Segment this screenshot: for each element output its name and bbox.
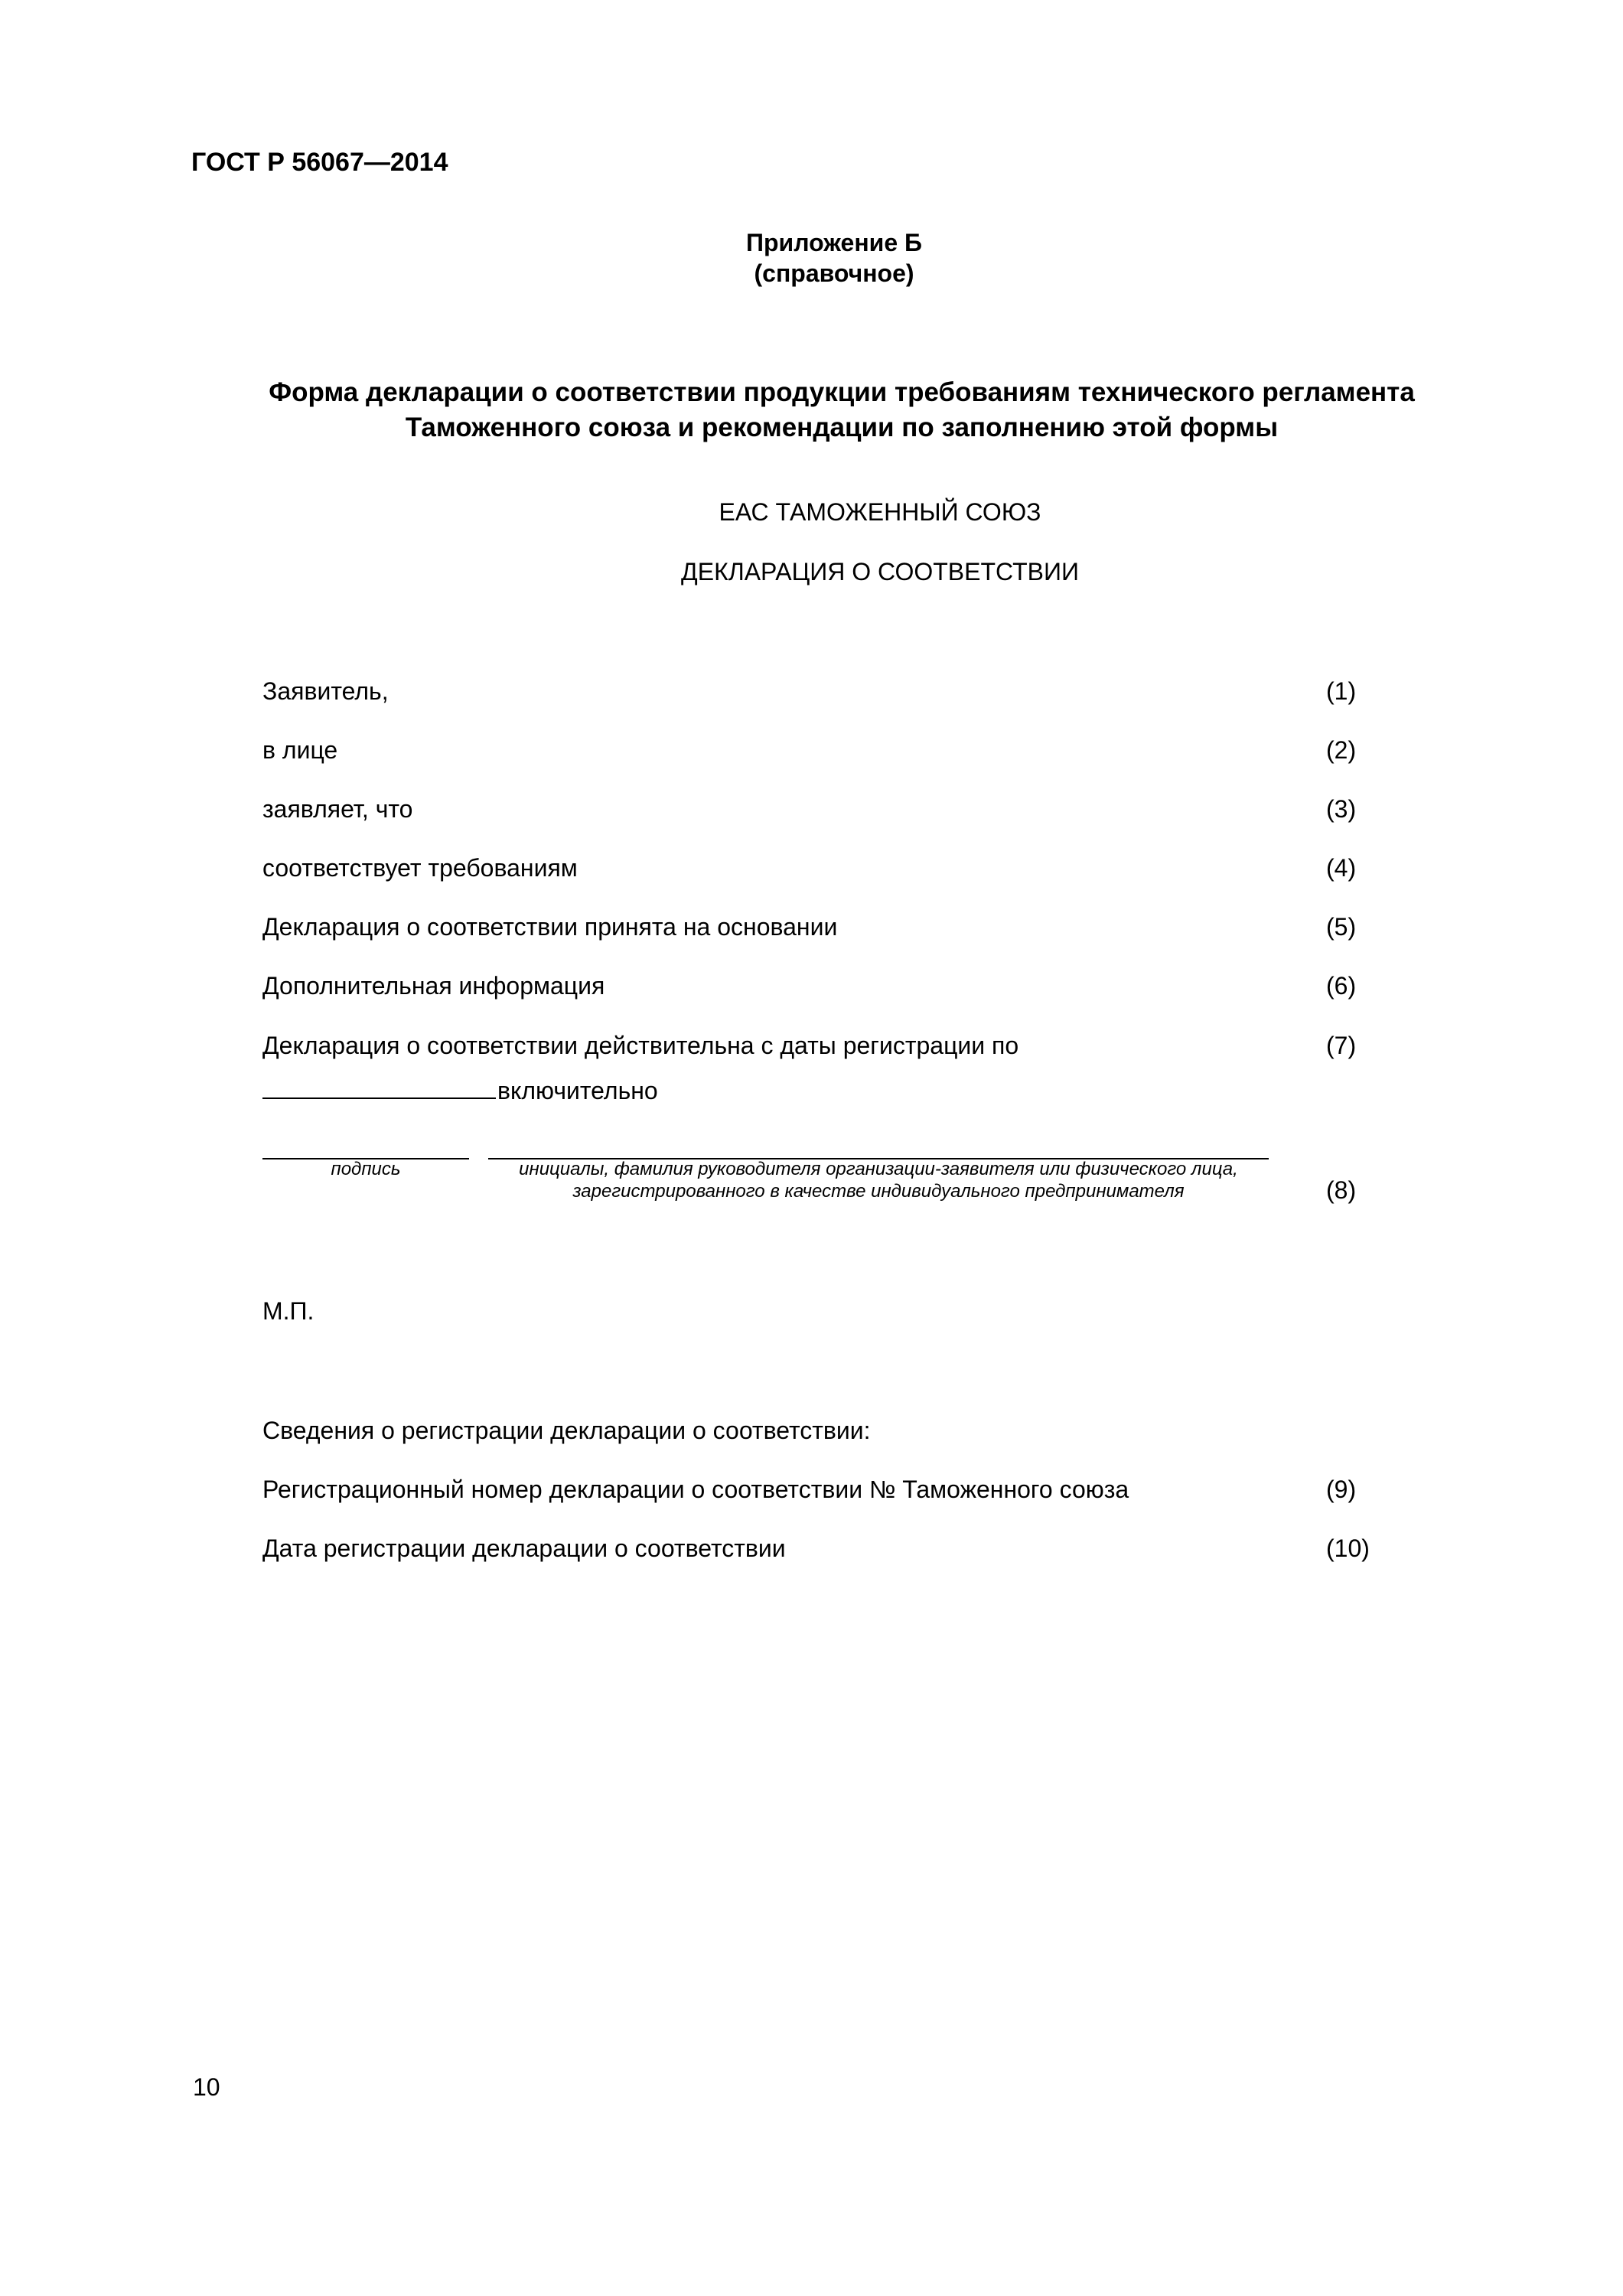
field-row-requirements (262, 853, 1364, 886)
field-number: (4) (1326, 854, 1357, 882)
field-number: (6) (1326, 972, 1357, 1000)
field-row-applicant (262, 676, 1364, 709)
registration-number: (9) (1326, 1476, 1357, 1503)
field-label: в лице (262, 736, 338, 764)
registration-number: (10) (1326, 1534, 1370, 1562)
field-label: Заявитель, (262, 677, 389, 705)
registration-label: Дата регистрации декларации о соответствии (262, 1534, 786, 1562)
field-label: заявляет, что (262, 795, 413, 823)
name-caption-line1: инициалы, фамилия руководителя организации-заявителя или физического лица, (519, 1159, 1238, 1179)
declaration-heading: ДЕКЛАРАЦИЯ О СООТВЕТСТВИИ (681, 558, 1079, 585)
field-number: (2) (1326, 736, 1357, 764)
document-code: ГОСТ Р 56067—2014 (191, 148, 448, 177)
field-row-validity (262, 1030, 1364, 1064)
signature-field-number: (8) (1326, 1176, 1357, 1204)
field-label: Декларация о соответствии действительна с даты регистрации по (262, 1032, 1019, 1059)
form-title-line1: Форма декларации о соответствии продукции требованиям технического регламента (269, 377, 1415, 407)
form-title (168, 375, 1515, 445)
stamp-label: М.П. (262, 1297, 314, 1325)
registration-row-date (262, 1533, 1370, 1567)
validity-date-blank[interactable] (262, 1073, 496, 1099)
field-label: соответствует требованиям (262, 854, 578, 882)
field-label: Дополнительная информация (262, 972, 605, 1000)
union-heading: ЕАС ТАМОЖЕННЫЙ СОЮЗ (719, 498, 1041, 526)
annex-status: (справочное) (754, 259, 914, 287)
registration-row-number (262, 1474, 1364, 1508)
validity-until-line (262, 1073, 658, 1106)
field-row-basis (262, 912, 1364, 945)
page-number: 10 (193, 2073, 220, 2101)
field-number: (3) (1326, 795, 1357, 823)
field-number: (7) (1326, 1032, 1357, 1059)
field-number: (5) (1326, 913, 1357, 941)
field-label: Декларация о соответствии принята на основании (262, 913, 838, 941)
signature-caption: подпись (331, 1159, 401, 1179)
field-row-additional-info (262, 970, 1364, 1004)
field-row-represented-by (262, 735, 1364, 768)
field-row-declares (262, 794, 1364, 827)
registration-label: Регистрационный номер декларации о соответствии № Таможенного союза (262, 1476, 1129, 1503)
validity-suffix: включительно (497, 1077, 658, 1104)
form-title-line2: Таможенного союза и рекомендации по заполнению этой формы (405, 413, 1279, 442)
annex-heading (451, 227, 1217, 289)
registration-header: Сведения о регистрации декларации о соответствии: (262, 1417, 871, 1444)
annex-title: Приложение Б (746, 229, 922, 256)
name-caption-line2: зарегистрированного в качестве индивидуального предпринимателя (572, 1181, 1185, 1202)
field-number: (1) (1326, 677, 1357, 705)
